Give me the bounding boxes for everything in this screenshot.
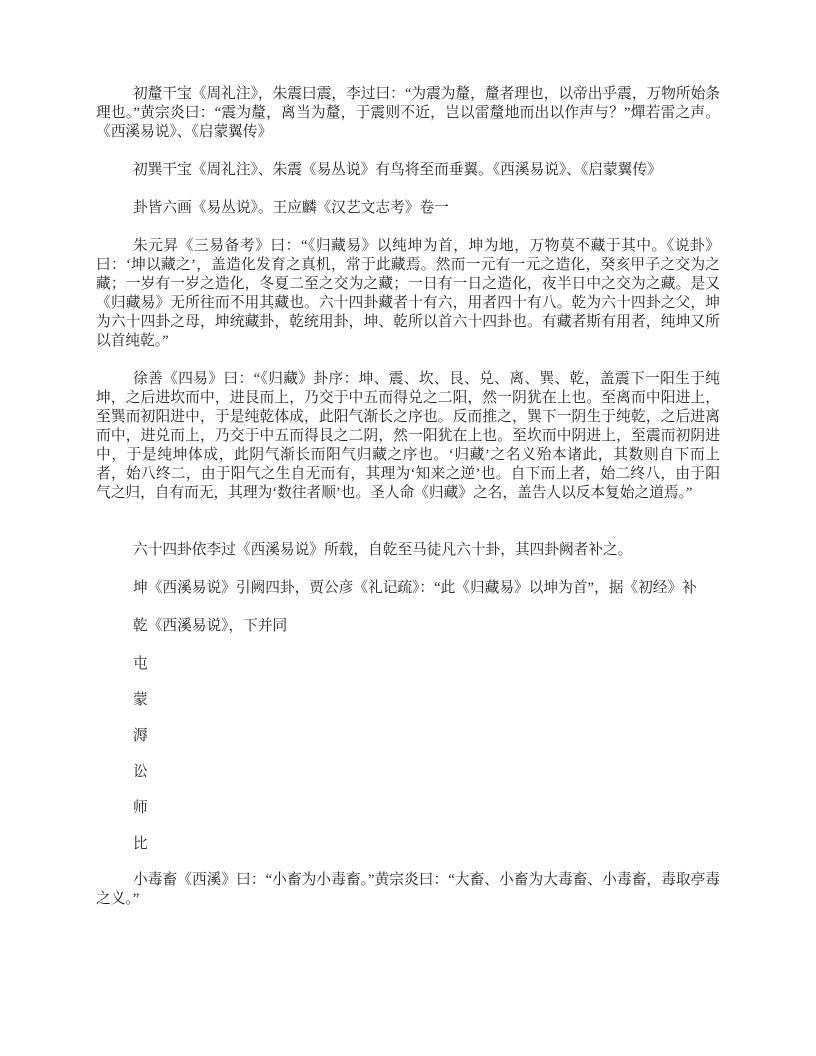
hexagram-bi: 比 (133, 836, 148, 852)
paragraph-gua-jie-liu-hua: 卦皆六画《易丛说》。王应麟《汉艺文志考》卷一 (133, 200, 449, 216)
paragraph-chu-xun-entry: 初巽干宝《周礼注》、朱震《易丛说》有鸟将至而垂翼。《西溪易说》、《启蒙翼传》 (133, 162, 662, 178)
paragraph-qian-entry: 乾《西溪易说》，下并同 (133, 618, 288, 634)
hexagram-meng: 蒙 (133, 692, 148, 708)
paragraph-xu-shan-quote: 徐善《四易》曰：“《归藏》卦序：坤、震、坎、艮、兑、离、巽、乾，盖震下一阳生于纯坤，之后进坎而中，进艮而上，乃交于中五而得兑之二阳，然一阴犹在上也。至离而中阳进上，至巽而初阳进中，于是纯乾体成，此阳气渐长之序也。反而推之，巽下一阴生于纯乾，之后进离而中，进兑而上，乃交于中五而得艮之二阴，然一阳犹在上也。至坎而中阴进上，至震而初阴进中，于是纯坤体成，此阴气渐长而阳气归藏之序也。‘归藏’之名义殆本诸此，其数则自下而上者，始八终二，由于阳气之生自无而有，其理为‘知来之逆’也。自下而上者，始二终八，由于阳气之归，自有而无，其理为‘数往者顺’也。圣人命《归藏》之名，盖告人以反本复始之道焉。” (96, 371, 720, 501)
hexagram-shi: 师 (133, 800, 148, 816)
paragraph-chu-li-entry: 初釐干宝《周礼注》，朱震曰震，李过曰：“为震为釐，釐者理也，以帝出乎震，万物所始条理也。”黄宗炎曰：“震为釐，离当为釐，于震则不近，岂以雷釐地而出以作声与？”燀若雷之声。《西溪易说》、《启蒙翼传》 (96, 86, 720, 140)
hexagram-song: 讼 (133, 764, 148, 780)
text-block (96, 85, 720, 928)
paragraph-kun-entry: 坤《西溪易说》引阙四卦，贾公彦《礼记疏》：“此《归藏易》以坤为首”，据《初经》补 (133, 580, 697, 596)
paragraph-zhu-yuansheng-quote: 朱元昇《三易备考》曰：“《归藏易》以纯坤为首，坤为地，万物莫不藏于其中。《说卦》曰：‘坤以藏之’，盖造化发育之真机，常于此藏焉。然而一元有一元之造化，癸亥甲子之交为之藏；一岁有一岁之造化，冬夏二至之交为之藏；一日有一日之造化，夜半日中之交为之藏。是又《归藏易》无所往而不用其藏也。六十四卦藏者十有六，用者四十有八。乾为六十四卦之父，坤为六十四卦之母，坤统藏卦，乾统用卦，坤、乾所以首六十四卦也。有藏者斯有用者，纯坤又所以首纯乾。” (96, 238, 720, 349)
hexagram-zhun: 屯 (133, 656, 148, 672)
paragraph-xiao-du-xu-entry: 小毒畜《西溪》曰：“小畜为小毒畜。”黄宗炎曰：“大畜、小畜为大毒畜、小毒畜，毒取亭毒之义。” (96, 872, 720, 907)
paragraph-sixty-four-hexagrams-note: 六十四卦依李过《西溪易说》所载，自乾至马徒凡六十卦，其四卦阙者补之。 (133, 542, 633, 558)
hexagram-ru: 溽 (133, 728, 148, 744)
